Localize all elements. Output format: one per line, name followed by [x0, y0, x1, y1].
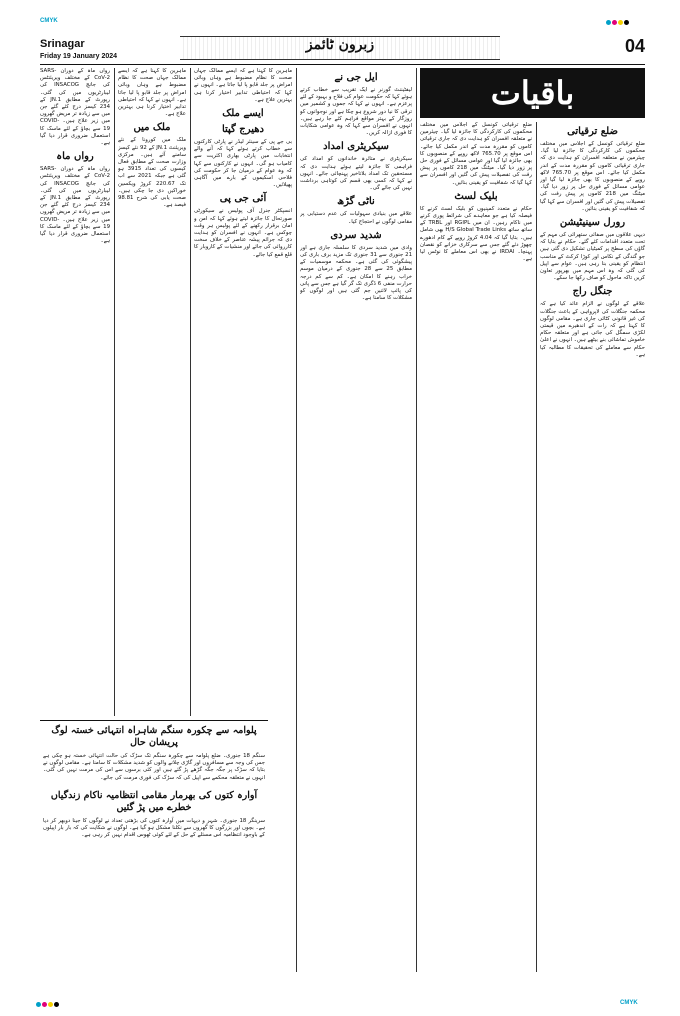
article-blacklist: حکام نے متعدد کمپنیوں کو بلیک لسٹ کرنے کا فیصلہ کیا ہے جو معاہدے کی شرائط پوری کرنے میں ناکام رہیں۔ ان میں RGIPL اور TRBL کے ساتھ ساتھ H/S Global Trade Links بھی شامل ہیں۔ بتایا گیا کہ 4.04 کروڑ روپے کے کام ادھورے چھوڑ دئے گئے جس سے سرکاری خزانے کو نقصان پہنچا۔ IRDAI نے بھی اس معاملے کا نوٹس لیا ہے۔: [420, 205, 532, 263]
page-header: [40, 36, 645, 65]
column-rule: [296, 68, 297, 972]
article-rural: دیہی علاقوں میں صفائی ستھرائی کی مہم کے تحت متعدد اقدامات کئے گئے۔ حکام نے بتایا کہ گاؤں کی سطح پر کمیٹیاں تشکیل دی گئی ہیں جو گندگی کے نکاس اور کوڑا کرکٹ کے مناسب انتظام کو یقینی بنا رہی ہیں۔ عوام سے اپیل کی گئی کہ وہ اس مہم میں بھرپور تعاون کریں تاکہ ماحول کو صاف رکھا جا سکے۔: [540, 232, 645, 282]
heading-secretary: سیکریٹری امداد: [323, 141, 389, 153]
article-rawal: رواں ماہ کے دوران SARS-CoV-2 کے مختلف ویریئنٹس کی جانچ INSACOG کی لیبارٹریوں میں کی گئی۔ رپورٹ کے مطابق JN.1 کے 234 کیسز درج کئے گئے جن میں سے زیادہ تر مریض گھروں میں زیر علاج ہیں۔ COVID-19 سے بچاؤ کے لئے ماسک کا استعمال ضروری قرار دیا گیا ہے۔: [40, 166, 110, 245]
page-number: 04: [624, 36, 645, 56]
masthead: زبرون ٹائمز: [180, 36, 500, 60]
section-title: باقیات: [420, 68, 645, 118]
column-2: [420, 122, 532, 972]
heading-rawal: رواں ماہ: [56, 151, 94, 163]
edition-date: Friday 19 January 2024: [40, 53, 118, 60]
edition-city: Srinagar: [40, 38, 85, 50]
article-rawal-top: رواں ماہ کے دوران SARS-CoV-2 کے مختلف ویریئنٹس کی جانچ INSACOG کی لیبارٹریوں میں کی گئی۔ رپورٹ کے مطابق JN.1 کے 234 کیسز درج کئے گئے جن میں سے زیادہ تر مریض گھروں میں زیر علاج ہیں۔ COVID-19 سے بچاؤ کے لئے ماسک کا استعمال ضروری قرار دیا گیا ہے۔: [40, 68, 110, 147]
article-jungle: علاقے کے لوگوں نے الزام عائد کیا ہے کہ محکمہ جنگلات کی لاپرواہی کے باعث جنگلات کی غیر قانونی کٹائی جاری ہے۔ مقامی لوگوں کا کہنا ہے کہ رات کے اندھیرے میں قیمتی لکڑی سمگل کی جاتی ہے اور متعلقہ حکام خاموش تماشائی بنے بیٹھے ہیں۔ انہوں نے اعلیٰ حکام سے معاملے کی تحقیقات کا مطالبہ کیا ہے۔: [540, 301, 645, 358]
article-secretary: سیکریٹری نے متاثرہ خاندانوں کو امداد کی فراہمی کا جائزہ لیتے ہوئے ہدایت دی کہ مستحقین تک امداد بلاتاخیر پہنچائی جائے۔ انہوں نے کہا کہ کسی بھی قسم کی کوتاہی برداشت نہیں کی جائے گی۔: [300, 156, 412, 192]
heading-ltg: ایل جی نے: [334, 72, 378, 83]
story-road: سنگم 18 جنوری۔ ضلع پلوامہ سے چکورہ سنگم تک سڑک کی حالت انتہائی خستہ ہو چکی ہے جس کی وجہ سے مسافروں اور گاڑی چلانے والوں کو شدید مشکلات کا سامنا ہے۔ مقامی لوگوں نے بتایا کہ سڑک پر جگہ جگہ گڑھے پڑ گئے ہیں اور کئی برسوں سے اس کی مرمت نہیں کی گئی۔ انہوں نے متعلقہ محکمے سے اپیل کی کہ سڑک کی فوری مرمت کی جائے۔: [43, 753, 266, 781]
article-zila: ضلع ترقیاتی کونسل کے اجلاس میں مختلف محکموں کی کارکردگی کا جائزہ لیا گیا۔ چیئرمین نے متعلقہ افسران کو ہدایت دی کہ جاری ترقیاتی کاموں کو مقررہ مدت کے اندر مکمل کیا جائے۔ اس موقع پر 765.70 لاکھ روپے کے منصوبوں کا بھی جائزہ لیا گیا اور عوامی مسائل کے فوری حل پر زور دیا گیا۔ میٹنگ میں 218 کاموں پر پیش رفت کی تفصیلات پیش کی گئیں اور افسران سے کہا گیا کہ شفافیت کو یقینی بنائیں۔: [540, 141, 645, 212]
article-ltg: لیفٹیننٹ گورنر نے ایک تقریب سے خطاب کرتے ہوئے کہا کہ حکومت عوام کی فلاح و بہبود کے لئے پرعزم ہے۔ انہوں نے کہا کہ جموں و کشمیر میں ترقی کا نیا دور شروع ہو چکا ہے اور نوجوانوں کو روزگار کے بہتر مواقع فراہم کئے جا رہے ہیں۔ انہوں نے افسران سے کہا کہ وہ عوامی شکایات کا فوری ازالہ کریں۔: [300, 87, 412, 137]
article-igp: انسپکٹر جنرل آف پولیس نے سیکورٹی صورتحال کا جائزہ لیتے ہوئے کہا کہ امن و امان برقرار رکھنے کے لئے پولیس ہر وقت چوکس ہے۔ انہوں نے افسران کو ہدایت دی کہ جرائم پیشہ عناصر کے خلاف سخت کارروائی کی جائے اور منشیات کے کاروبار کا قلع قمع کیا جائے۔: [194, 208, 292, 258]
column-3: [300, 68, 412, 972]
article-mulk-top: ماہرین کا کہنا ہے کہ ایسے ممالک جہاں صحت کا نظام مضبوط ہے وہاں وبائی امراض پر جلد قابو پا لیا جاتا ہے۔ انہوں نے کہا کہ احتیاطی تدابیر اختیار کرنا ہی بہترین علاج ہے۔: [118, 68, 186, 118]
article-aise-top: ماہرین کا کہنا ہے کہ ایسے ممالک جہاں صحت کا نظام مضبوط ہے وہاں وبائی امراض پر جلد قابو پا لیا جاتا ہے۔ انہوں نے کہا کہ احتیاطی تدابیر اختیار کرنا ہی بہترین علاج ہے۔: [194, 68, 292, 103]
heading-mulk: ملک میں: [133, 122, 171, 134]
heading-igp: آئی جی پی: [219, 193, 267, 205]
cmyk-mark-top: CMYK: [40, 18, 58, 24]
registration-dots: [36, 1002, 60, 1009]
heading-blacklist: بلیک لسٹ: [454, 190, 498, 202]
article-zila-cont: ضلع ترقیاتی کونسل کے اجلاس میں مختلف محکموں کی کارکردگی کا جائزہ لیا گیا۔ چیئرمین نے متعلقہ افسران کو ہدایت دی کہ جاری ترقیاتی کاموں کو مقررہ مدت کے اندر مکمل کیا جائے۔ اس موقع پر 765.70 لاکھ روپے کے منصوبوں کا بھی جائزہ لیا گیا اور عوامی مسائل کے فوری حل پر زور دیا گیا۔ میٹنگ میں 218 کاموں پر پیش رفت کی تفصیلات پیش کی گئیں اور افسران سے کہا گیا کہ شفافیت کو یقینی بنائیں۔: [420, 122, 532, 186]
registration-dots-top: [606, 20, 630, 27]
article-dhiraj: بی جے پی کے سینئر لیڈر نے پارٹی کارکنوں سے خطاب کرتے ہوئے کہا کہ آنے والے انتخابات میں پارٹی بھاری اکثریت سے کامیاب ہو گی۔ انہوں نے کارکنوں سے کہا کہ وہ عوام کے درمیان جا کر حکومت کی فلاحی اسکیموں کے بارے میں آگاہی پھیلائیں۔: [194, 139, 292, 189]
article-cold: وادی میں شدید سردی کا سلسلہ جاری ہے اور 21 جنوری سے 31 جنوری تک مزید برف باری کی پیشگوئی کی گئی ہے۔ محکمہ موسمیات کے مطابق 25 سے 28 جنوری کے درمیان موسم خراب رہنے کا امکان ہے۔ کم سے کم درجہ حرارت منفی 6 ڈگری تک گر گیا ہے جس سے پانی کی پائپ لائنیں جم گئی ہیں اور لوگوں کو مشکلات کا سامنا ہے۔: [300, 244, 412, 302]
headline-road: پلوامہ سے چکورہ سنگم شاہراہ انتہائی خستہ لوگ پریشان حال: [51, 725, 257, 748]
heading-rural: رورل سینیٹیشن: [559, 217, 626, 229]
cmyk-mark-bottom: CMYK: [620, 1000, 638, 1006]
article-mulk: ملک میں کورونا کے نئے ویریئنٹ JN.1 کے 92 نئے کیسز سامنے آئے ہیں۔ مرکزی وزارت صحت کے مطابق فعال کیسوں کی تعداد 3915 ہو گئی ہے جبکہ 2021 سے اب تک 220.67 کروڑ ویکسین خوراکیں دی جا چکی ہیں۔ صحت یابی کی شرح 98.81 فیصد ہے۔: [118, 137, 186, 209]
heading-zila: ضلع ترقیاتی: [567, 126, 618, 137]
bottom-stories: [40, 720, 268, 971]
heading-cold: شدید سردی: [330, 229, 382, 241]
column-6: [40, 68, 110, 716]
headline-dogs: آوارہ کتوں کی بھرمار مقامی انتظامیہ ناکام زندگیاں خطرے میں پڑ گئیں: [50, 789, 258, 813]
heading-aise: ایسے ملک: [222, 108, 264, 120]
heading-nati: ناٹی گڑھ: [337, 196, 375, 208]
column-rule: [536, 122, 537, 972]
column-5: [118, 68, 186, 716]
column-1: [540, 122, 645, 972]
column-rule: [190, 68, 191, 716]
heading-dhiraj: دھیرج گپتا: [221, 124, 265, 136]
column-rule: [416, 68, 417, 972]
story-dogs: سرینگر 18 جنوری۔ شہر و دیہات میں آوارہ کتوں کی بڑھتی تعداد نے لوگوں کا جینا دوبھر کر دیا ہے۔ بچوں اور بزرگوں کا گھروں سے نکلنا مشکل ہو گیا ہے۔ لوگوں نے شکایت کی کہ بار بار اپیلوں کے باوجود انتظامیہ اس مسئلے کے حل کے لئے کوئی ٹھوس اقدام نہیں کر رہی ہے۔: [43, 817, 265, 839]
heading-jungle: جنگل راج: [572, 286, 613, 298]
article-nati: علاقے میں بنیادی سہولیات کی عدم دستیابی پر مقامی لوگوں نے احتجاج کیا۔: [300, 211, 412, 225]
column-rule: [114, 68, 115, 716]
